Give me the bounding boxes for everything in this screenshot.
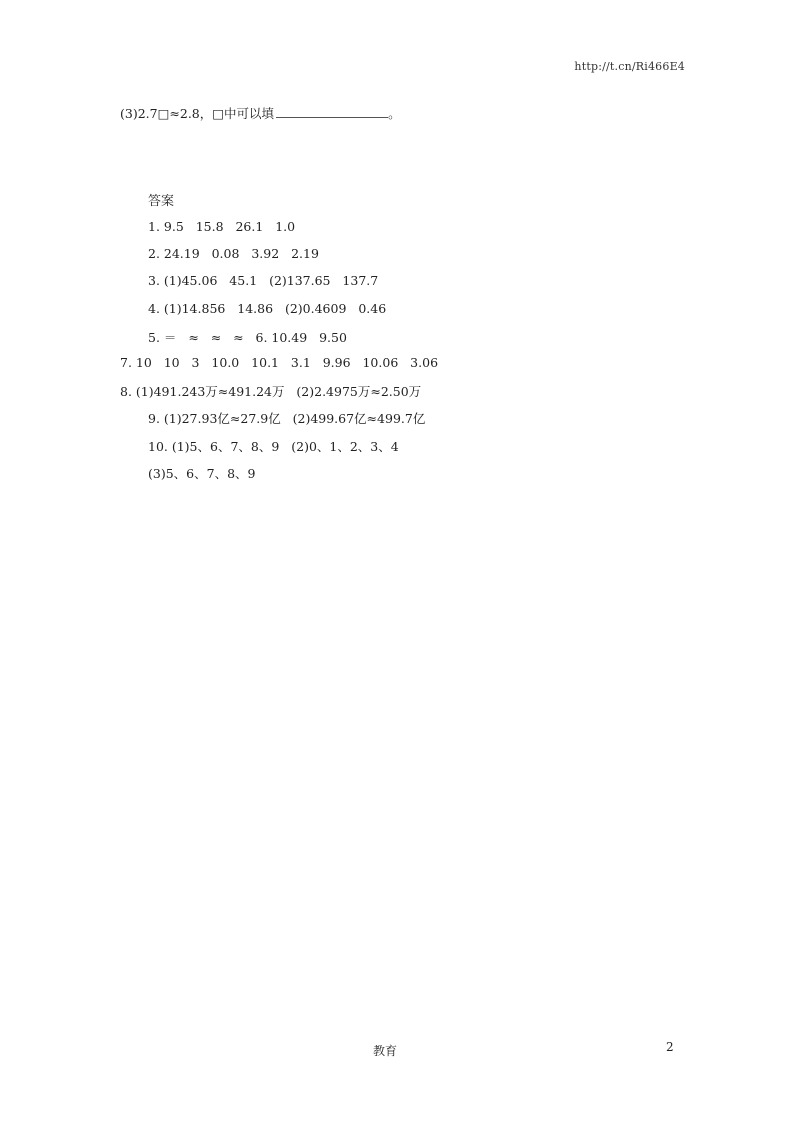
question-text: (3)2.7□≈2.8，□中可以填 <box>120 106 275 121</box>
answer-line-2: 2. 24.19 0.08 3.92 2.19 <box>148 246 319 261</box>
page-number: 2 <box>666 1040 674 1054</box>
answer-line-10: 10. (1)5、6、7、8、9 (2)0、1、2、3、4 <box>148 439 399 454</box>
answers-title: 答案 <box>148 194 175 209</box>
answer-line-4: 4. (1)14.856 14.86 (2)0.4609 0.46 <box>148 301 387 316</box>
answer-line-7: 7. 10 10 3 10.0 10.1 3.1 9.96 10.06 3.06 <box>120 355 439 370</box>
header-url: http://t.cn/Ri466E4 <box>574 60 685 73</box>
answer-blank <box>276 105 388 118</box>
answer-line-5: 5. ＝ ≈ ≈ ≈ 6. 10.49 9.50 <box>148 330 347 345</box>
answer-line-9: 9. (1)27.93亿≈27.9亿 (2)499.67亿≈499.7亿 <box>148 411 426 426</box>
footer-label: 教育 <box>373 1044 398 1058</box>
answer-line-8: 8. (1)491.243万≈491.24万 (2)2.4975万≈2.50万 <box>120 384 422 399</box>
answer-line-1: 1. 9.5 15.8 26.1 1.0 <box>148 219 296 234</box>
answer-line-10-part3: (3)5、6、7、8、9 <box>148 466 256 481</box>
answer-line-3: 3. (1)45.06 45.1 (2)137.65 137.7 <box>148 273 379 288</box>
question-end: 。 <box>388 106 401 121</box>
question-3 <box>120 104 401 122</box>
